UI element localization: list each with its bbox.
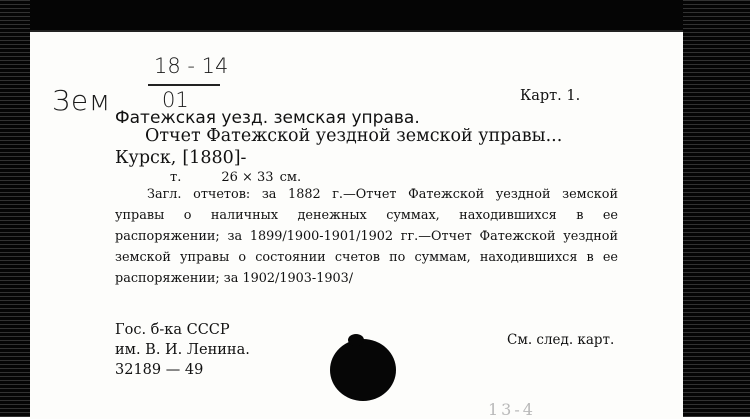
library-line-1: Гос. б-ка СССР bbox=[115, 322, 230, 338]
catalog-card bbox=[30, 30, 683, 419]
shelfmark-numerator: 18 - 14 bbox=[154, 54, 229, 78]
margin-smudge: 13-4 bbox=[488, 400, 536, 419]
contents-note bbox=[115, 184, 618, 289]
scan-border-top bbox=[0, 0, 750, 30]
shelfmark-fraction-bar bbox=[148, 84, 220, 86]
scan-border-right bbox=[683, 0, 750, 417]
title-line: Отчет Фатежской уездной земской управы... bbox=[145, 126, 563, 146]
shelfmark-prefix: Зем bbox=[52, 84, 112, 117]
library-line-2: им. В. И. Ленина. bbox=[115, 342, 250, 358]
card-number: Карт. 1. bbox=[520, 88, 581, 104]
library-line-3: 32189 — 49 bbox=[115, 362, 204, 378]
shelfmark-denominator: 01 bbox=[162, 88, 189, 112]
card-punch-hole bbox=[330, 339, 396, 401]
dimensions-unit: см. bbox=[279, 170, 302, 185]
see-next-card: См. след. карт. bbox=[507, 332, 615, 348]
publication-line bbox=[115, 148, 246, 168]
contents-note-text: Загл. отчетов: за 1882 г.—Отчет Фатежской уездной земской управы о наличных денежных суммах, находившихся в ее распоряжении; за 1899/1900-1901/1902 гг.—Отчет Фатежской уездной земской управы о состоянии счетов по суммам, находившихся в ее распоряжении; за 1902/1903-1903/ bbox=[115, 187, 618, 286]
publication-place: Курск, bbox=[115, 148, 177, 168]
scan-border-left bbox=[0, 0, 30, 417]
card-heading: Фатежская уезд. земская управа. bbox=[115, 108, 420, 128]
volume-abbrev: т. bbox=[170, 170, 182, 185]
dimensions: 26 × 33 bbox=[221, 170, 274, 185]
publication-year: [1880]- bbox=[182, 148, 247, 168]
physical-description bbox=[170, 170, 301, 185]
